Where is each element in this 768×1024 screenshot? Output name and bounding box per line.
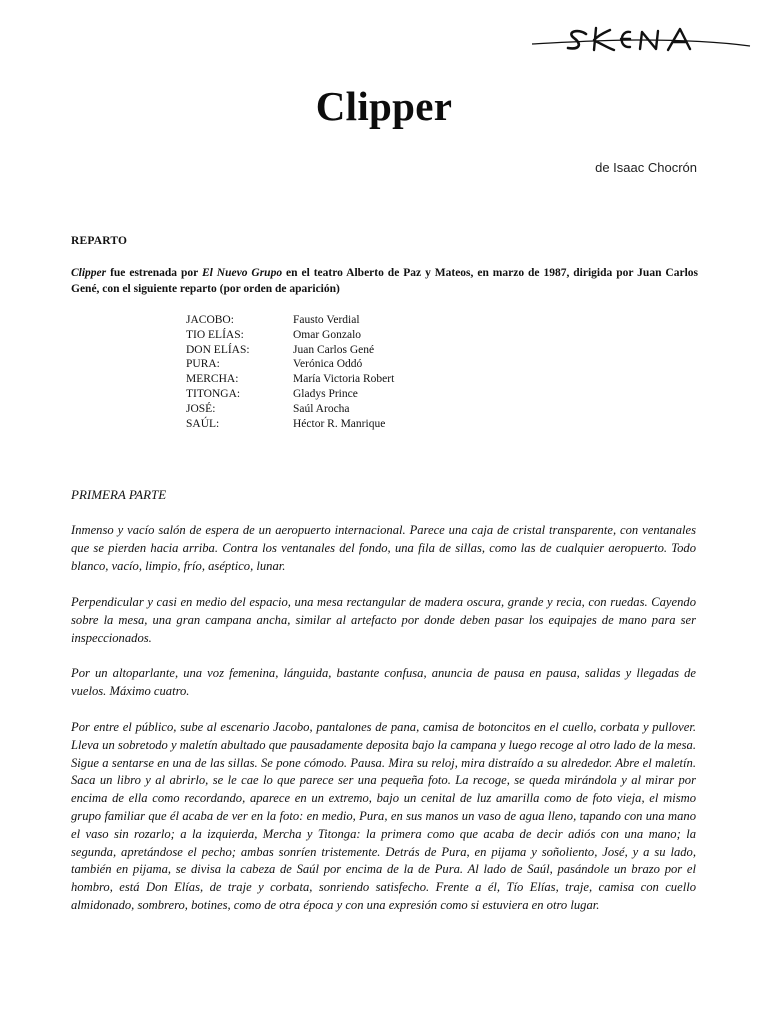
skena-logo-graphic	[530, 20, 752, 58]
cast-actor: Juan Carlos Gené	[293, 343, 375, 356]
cast-row	[186, 313, 394, 328]
cast-role: SAÚL:	[186, 417, 220, 430]
cast-row	[186, 343, 394, 358]
stage-direction-paragraph: Por entre el público, sube al escenario Jacobo, pantalones de pana, camisa de botoncitos en el cuello, corbata y pullover. Lleva un sobretodo y maletín abultado que pausadamente deposita bajo la campana y luego recoge al otro lado de la mesa. Sigue a sentarse en una de las sillas. Se pone cómodo. Pausa. Mira su reloj, mira distraído a su alrededor. Abre el maletín. Saca un libro y al abrirlo, se le cae lo que parece ser una pequeña foto. La recoge, se queda mirándola y al mirar por encima de ella como recordando, aparece en un extremo, bajo un cenital de luz amarilla como de foto vieja, el mismo grupo familiar que él acaba de ver en la foto: en medio, Pura, en sus manos un vaso de agua lleno, tapando con una mano el vaso sin rozarlo; a la izquierda, Mercha y Titonga: la primera como que acaba de decir adiós con una mano; la segunda, apretándose el pecho; ambas sonríen tristemente. Detrás de Pura, en pijama y soñoliento, José, y a su lado, también en pijama, se divisa la cabeza de Saúl por encima de la de Pura. Al lado de Saúl, pasándole un brazo por el hombro, está Don Elías, de traje y corbata, sonriendo satisfecho. Frente a él, Tío Elías, traje, camisa con cuello almidonado, sombrero, botines, como de otra época y con una expresión como si estuviera en otro lugar.	[71, 720, 696, 912]
cast-row	[186, 357, 394, 372]
stage-direction-paragraph: Inmenso y vacío salón de espera de un aeropuerto internacional. Parece una caja de cristal transparente, con ventanales que se pierden hacia arriba. Contra los ventanales del fondo, una fila de sillas, como las de cualquier aeropuerto. Todo blanco, vacío, limpio, frío, aséptico, lunar.	[71, 523, 696, 573]
cast-role: MERCHA:	[186, 373, 239, 386]
cast-actor: Saúl Arocha	[293, 402, 350, 415]
premiere-paragraph	[71, 265, 698, 297]
cast-row	[186, 417, 394, 432]
cast-role: TITONGA:	[186, 387, 241, 400]
reparto-heading: REPARTO	[71, 235, 128, 247]
cast-role: JOSÉ:	[186, 402, 216, 415]
cast-role: JACOBO:	[186, 314, 234, 326]
cast-role: TIO ELÍAS:	[186, 328, 244, 341]
page-title: Clipper	[315, 83, 453, 129]
premiere-text-1: fue estrenada por	[106, 267, 202, 279]
premiere-text-2: en el teatro Alberto de Paz y Mateos, en marzo de 1987, dirigida por Juan Carlos Gené, con el siguiente reparto (por orden de aparición)	[71, 267, 698, 295]
cast-row	[186, 387, 394, 402]
cast-role: DON ELÍAS:	[186, 343, 250, 356]
theatre-group-name: El Nuevo Grupo	[201, 267, 283, 279]
cast-actor: Gladys Prince	[293, 387, 358, 400]
cast-actor: Héctor R. Manrique	[293, 417, 386, 430]
author-line: de Isaac Chocrón	[595, 160, 697, 175]
cast-actor: Verónica Oddó	[293, 358, 363, 371]
cast-list	[186, 313, 394, 431]
cast-row	[186, 402, 394, 417]
cast-actor: Omar Gonzalo	[293, 328, 362, 341]
cast-role: PURA:	[186, 358, 220, 371]
play-title-italic: Clipper	[71, 267, 107, 279]
skena-logo	[530, 20, 752, 58]
section-heading-primera-parte: PRIMERA PARTE	[71, 487, 167, 502]
cast-row	[186, 372, 394, 387]
cast-actor: Fausto Verdial	[293, 314, 360, 326]
stage-direction-paragraph: Por un altoparlante, una voz femenina, lánguida, bastante confusa, anuncia de pausa en pausa, salidas y llegadas de vuelos. Máximo cuatro.	[71, 666, 696, 698]
stage-direction-paragraph: Perpendicular y casi en medio del espacio, una mesa rectangular de madera oscura, grande y recia, con ruedas. Cayendo sobre la mesa, una gran campana ancha, similar al artefacto por donde deben pasar los equipajes de mano para ser inspeccionados.	[71, 595, 696, 645]
cast-actor: María Victoria Robert	[293, 373, 395, 386]
cast-row	[186, 328, 394, 343]
